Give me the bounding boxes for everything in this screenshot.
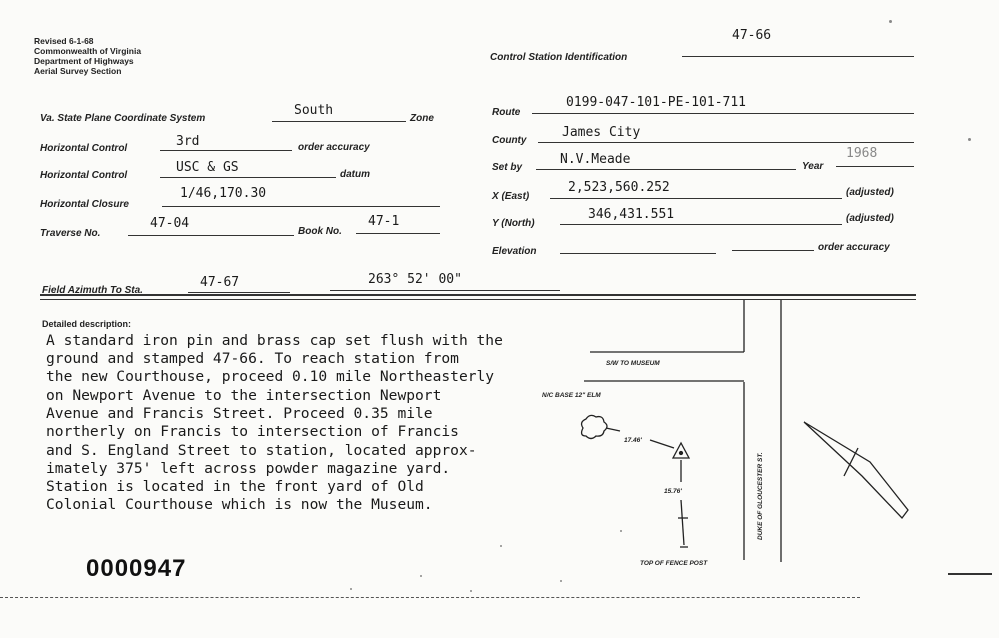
station-id-value: 47-66 <box>732 28 772 43</box>
elm-tree-icon <box>582 415 607 438</box>
description-label: Detailed description: <box>42 319 132 329</box>
y-adjusted-label: (adjusted) <box>846 213 894 224</box>
order-value: 3rd <box>176 134 200 149</box>
horizontal-control-label: Horizontal Control <box>40 143 128 154</box>
setby-label: Set by <box>492 162 523 173</box>
x-adjusted-label: (adjusted) <box>846 187 894 198</box>
horizontal-control-label-2: Horizontal Control <box>40 170 128 181</box>
tree-to-station-line <box>606 428 620 431</box>
coord-system-value: South <box>294 103 334 118</box>
traverse-label: Traverse No. <box>40 228 101 239</box>
description-line-10: Colonial Courthouse which is now the Museum. <box>46 496 433 513</box>
book-value: 47-1 <box>368 214 400 229</box>
zone-label: Zone <box>410 113 434 124</box>
coord-system-label: Va. State Plane Coordinate System <box>40 113 206 124</box>
azimuth-station: 47-67 <box>200 275 240 290</box>
speck <box>560 580 562 582</box>
order-accuracy-label: order accuracy <box>298 142 370 153</box>
y-north-value: 346,431.551 <box>588 207 675 222</box>
azimuth-label: Field Azimuth To Sta. <box>42 285 143 296</box>
azimuth-value: 263° 52' 00" <box>368 272 462 287</box>
description-line-2: ground and stamped 47-66. To reach station from <box>46 350 459 367</box>
speck <box>350 588 352 590</box>
description-line-3: the new Courthouse, proceed 0.10 mile Northeasterly <box>46 368 495 385</box>
elevation-label: Elevation <box>492 246 537 257</box>
speck <box>889 20 892 23</box>
datum-label: datum <box>340 169 370 180</box>
north-arrow-icon <box>804 422 908 518</box>
fence-label: TOP OF FENCE POST <box>640 560 708 567</box>
route-label: Route <box>492 107 521 118</box>
header-line-3: Department of Highways <box>34 56 134 66</box>
book-label: Book No. <box>298 226 342 237</box>
year-label: Year <box>802 161 824 172</box>
horizontal-closure-label: Horizontal Closure <box>40 199 129 210</box>
header-line-4: Aerial Survey Section <box>34 66 122 76</box>
header-line-2: Commonwealth of Virginia <box>34 46 142 56</box>
description-line-8: imately 375' left across powder magazine yard. <box>46 460 451 477</box>
description-line-5: Avenue and Francis Street. Proceed 0.35 mile <box>46 405 433 422</box>
speck <box>420 575 422 577</box>
header-line-1: Revised 6-1-68 <box>34 36 94 46</box>
setby-value: N.V.Meade <box>560 152 631 167</box>
x-east-label: X (East) <box>492 191 530 202</box>
y-north-label: Y (North) <box>492 218 535 229</box>
card-number: 0000947 <box>86 555 187 582</box>
speck <box>620 530 622 532</box>
distance-1-label: 17.46' <box>624 437 642 444</box>
speck <box>968 138 971 141</box>
traverse-value: 47-04 <box>150 216 190 231</box>
sidewalk-label: S/W TO MUSEUM <box>606 360 660 367</box>
duke-of-gloucester-label: DUKE OF GLOUCESTER ST. <box>757 452 764 540</box>
year-value: 1968 <box>846 146 878 161</box>
horizontal-closure-value: 1/46,170.30 <box>180 186 267 201</box>
county-label: County <box>492 135 527 146</box>
datum-value: USC & GS <box>176 160 239 175</box>
description-line-9: Station is located in the front yard of Old <box>46 478 424 495</box>
station-point <box>680 452 683 455</box>
station-to-fence-line-2 <box>681 500 684 545</box>
description-line-7: and S. England Street to station, located approx- <box>46 442 477 459</box>
description-line-6: northerly on Francis to intersection of Francis <box>46 423 459 440</box>
station-id-label: Control Station Identification <box>490 52 628 63</box>
description-line-1: A standard iron pin and brass cap set flush with the <box>46 332 503 349</box>
tree-to-station-line-2 <box>650 440 674 448</box>
description-line-4: on Newport Avenue to the intersection Newport <box>46 387 442 404</box>
speck <box>500 545 502 547</box>
speck <box>470 590 472 592</box>
elm-label: N/C BASE 12" ELM <box>542 392 601 399</box>
station-triangle-icon <box>673 443 689 458</box>
county-value: James City <box>562 125 641 140</box>
x-east-value: 2,523,560.252 <box>568 180 670 195</box>
route-value: 0199-047-101-PE-101-711 <box>566 95 747 110</box>
elevation-order-label: order accuracy <box>818 242 890 253</box>
distance-2-label: 15.76' <box>664 488 682 495</box>
